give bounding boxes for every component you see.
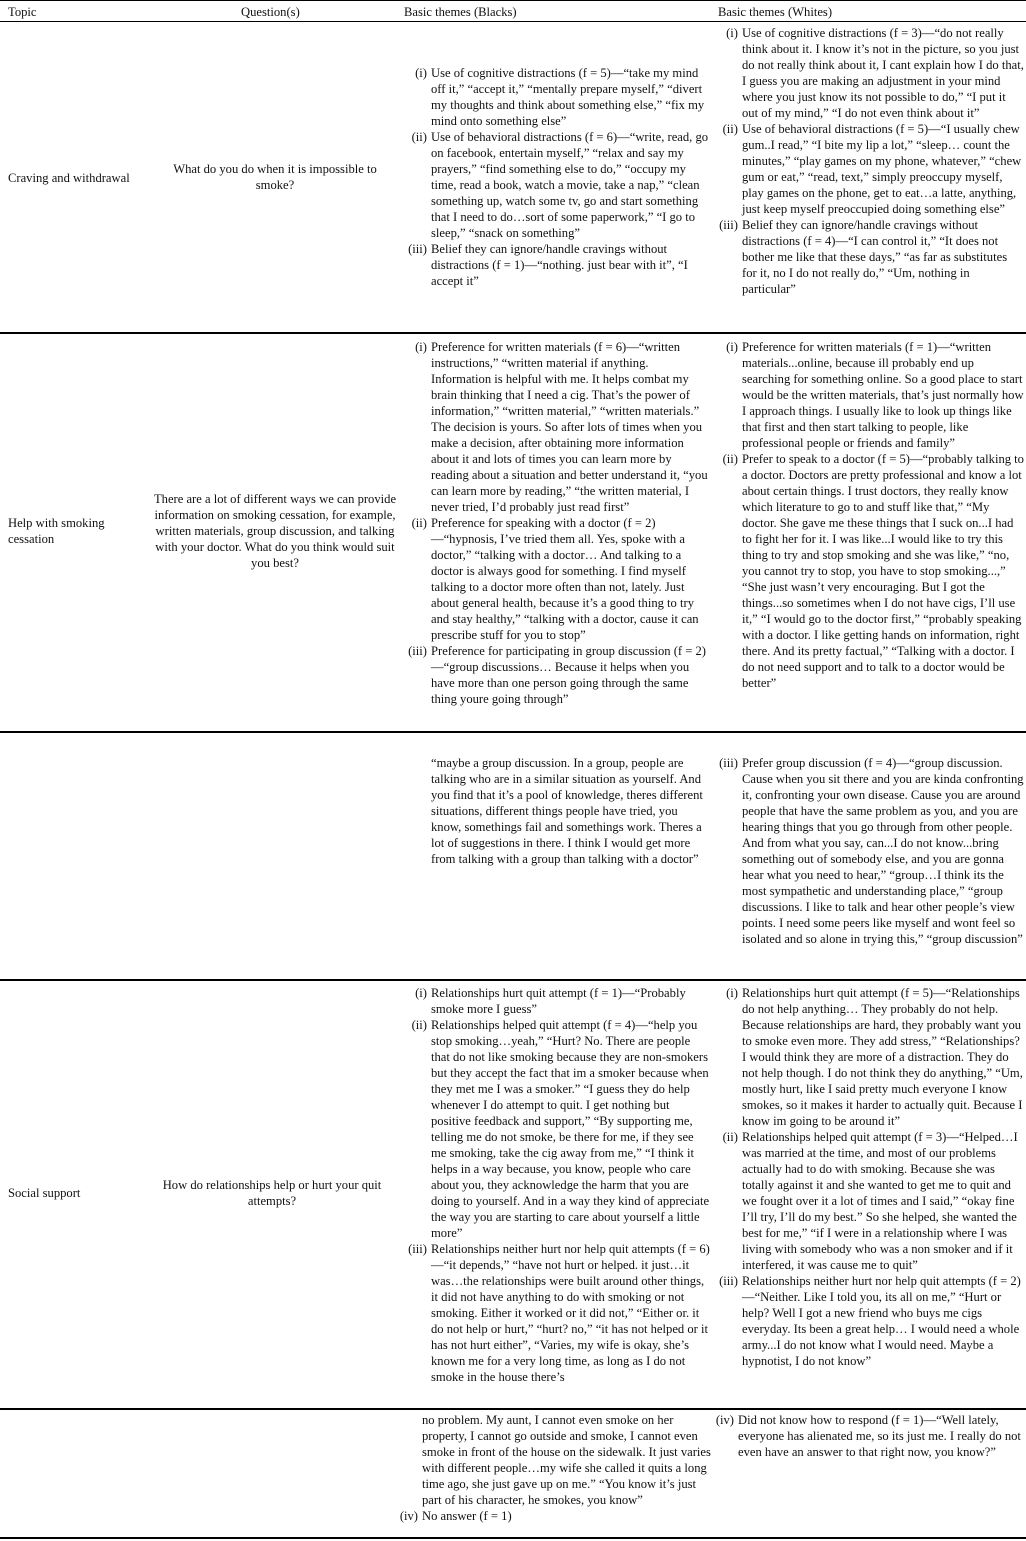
theme-item: (ii) Use of behavioral distractions (f = 6)—“write, read, go on facebook, entertain myself,” “relax and say my prayers,” “find something else to do,” “occupy my time, read a book, watch a movie, take a nap,” “clean something up, watch some tv, go and start something that I need to do…sort of some paperwork,” “I go to sleep,” “snack on something”: [411, 130, 709, 240]
theme-item: (iv) No answer (f = 1): [399, 1509, 512, 1523]
theme-text: no problem. My aunt, I cannot even smoke on her property, I cannot go outside and smoke, I cannot even smoke in front of the house on the sidewalk. It just varies with different people…my wife she called it quits a long time ago, she just gave up on me.” “You know it’s just part of his character, he smokes, you know”: [422, 1413, 711, 1507]
topic-cell: Social support: [8, 1186, 81, 1200]
theme-item: (ii) Prefer to speak to a doctor (f = 5)—“probably talking to a doctor. Doctors are pretty professional and know a lot about certain things. I trust doctors, they really know which literature to go to and stuff like that,” “My doctor. She gave me these things that I suck on...I had to fight her for it. I was like...I would like to try this thing to try and stop smoking and she was like,” “no, you cannot try to stop, you have to stop smoking...,” “She just wasn’t very encouraging. But I got the things...so sometimes when I do not have cigs, I’ll use it,” “I would go to the doctor first,” “probably speaking with a doctor. I like getting hands on information, right there. And its pretty factual,” “Talking with a doctor. I do not need support and to talk to a doctor would be better”: [722, 452, 1024, 690]
row-divider-4: [0, 1408, 1026, 1410]
theme-item: (iii) Belief they can ignore/handle cravings without distractions (f = 1)—“nothing. just bear with it”, “I accept it”: [408, 242, 688, 288]
whites-themes: [710, 1412, 1024, 1460]
theme-item: (ii) Use of behavioral distractions (f = 5)—“I usually chew gum..I read,” “I bite my lip a lot,” “sleep… count the minutes,” “play games on my phone, whatever,” “chew gum or eat,” “read, text,” simply preoccupy myself, play games on the phone, get to eat…a latte, anything, just keep myself preoccupied doing something else”: [722, 122, 1022, 216]
theme-item: (i) Use of cognitive distractions (f = 3)—“do not really think about it. I know it’s not in the picture, so you just do not really think about it, I cant explain how I do that, I guess you are making an adjustment in your mind where you just know its not possible to do,” “I put it out of my mind,” “I do not even think about it”: [726, 26, 1024, 120]
theme-item: (i) Use of cognitive distractions (f = 5)—“take my mind off it,” “accept it,” “mentally prepare myself,” “divert my thoughts and think about something else,” “fix my mind onto something else”: [415, 66, 705, 128]
whites-themes: [714, 755, 1024, 947]
question-cell: What do you do when it is impossible to smoke?: [173, 162, 377, 192]
theme-text: “maybe a group discussion. In a group, people are talking who are in a similar situation as yourself. And you find that it’s a pool of knowledge, theres different situations, different things people have tried, you know, somethings fail and somethings work. Theres a lot of suggestions in there. I think I would get more from talking with a group than talking with a doctor”: [431, 756, 703, 866]
theme-item: (iii) Relationships neither hurt nor help quit attempts (f = 6)—“it depends,” “have not hurt or helped. it just…it was…the relationships were built around other things, it did not have anything to do with smoking or not smoking. Either it worked or it did not,” “Either or. it do not help or hurt,” “hurt? no,” “it has not helped or it has not hurt either”, “Varies, my wife is okay, she’s known me for a very long time, as long as I do not smoke in the house there’s: [408, 1242, 710, 1384]
header-topic: Topic: [8, 5, 37, 19]
top-rule: [0, 0, 1026, 1]
bottom-rule: [0, 1537, 1026, 1539]
theme-item: (iv) Did not know how to respond (f = 1)—“Well lately, everyone has alienated me, so its just me. I really do not even have an answer to that right now, you know?”: [715, 1413, 1021, 1459]
theme-item: (ii) Relationships helped quit attempt (f = 3)—“Helped…I was married at the time, and most of our problems actually had to do with smoking. Because she was totally against it and she wanted to get me to quit and we fought over it a lot of times and I said,” “okay fine I’ll try, I’ll do my best.” So she helped, she wanted the best for me,” “if I were in a relationship where I was living with somebody who was a non smoker and if it interfered, it was cause me to quit”: [722, 1130, 1018, 1272]
row-divider-1: [0, 332, 1026, 334]
blacks-themes: [403, 339, 711, 707]
blacks-continuation: [431, 755, 711, 867]
theme-item: (iii) Belief they can ignore/handle cravings without distractions (f = 4)—“I can control it,” “It does not bother me like that these days,” “as far as substitutes for it, no I do not really do,” “Um, nothing in particular”: [719, 218, 1008, 296]
theme-item: (iii) Prefer group discussion (f = 4)—“group discussion. Cause when you sit there and you are kinda confronting it, confronting your own disease. Cause you are around people that have the same problem as you, and you are hearing things that you go through from other people. And from what you say, can...I do not know...bring something out of somebody else, and you are gonna hear what you need to hear,” “group…I think its the most sympathetic and understanding place,” “group discussions. I like to talk and hear other people’s view points. I need some peers like myself and wont feel so isolated and so alone in trying this,” “group discussion”: [719, 756, 1024, 946]
whites-themes: [714, 339, 1024, 691]
topic-cell: Help with smoking cessation: [8, 516, 105, 546]
theme-item: (i) Relationships hurt quit attempt (f = 1)—“Probably smoke more I guess”: [415, 986, 686, 1016]
whites-themes: [714, 985, 1024, 1369]
header-whites: Basic themes (Whites): [718, 5, 833, 19]
theme-item: (i) Preference for written materials (f = 6)—“written instructions,” “written material if anything. Information is helpful with me. It helps combat my brain thinking that I need a cig. That’s the power of information,” “written material,” “written materials.” The decision is yours. So after lots of times when you make a decision, after obtaining more information about it and lots of times you can learn more by reading about a situation and better understand it, “you can learn more by reading,” “the written material, I never tried, I’d probably just read first”: [415, 340, 708, 514]
question-cell: There are a lot of different ways we can provide information on smoking cessation, for example, written materials, group discussion, and talking with your doctor. What do you think would suit you best?: [153, 492, 397, 570]
header-rule: [0, 21, 1026, 22]
question-cell: How do relationships help or hurt your quit attempts?: [162, 1178, 382, 1208]
theme-item: (iii) Preference for participating in group discussion (f = 2)—“group discussions… Because it helps when you have more than one person going through the same thing youre going through”: [408, 644, 706, 706]
theme-item: (i) Preference for written materials (f = 1)—“written materials...online, because ill probably end up searching for something online. So a good place to start would be the written materials, that’s just normally how I approach things. I usually like to look up things like that first and then start talking to people, like professional people or friends and family”: [726, 340, 1024, 450]
blacks-themes: [403, 65, 711, 289]
theme-item: (ii) Relationships helped quit attempt (f = 4)—“help you stop smoking…yeah,” “Hurt? No. There are people that do not like smoking because they are non-smokers but they accept the fact that im a smoker because when they met me I was a smoker.” “I guess they do help whenever I do attempt to quit. I get nothing but positive feedback and support,” “By supporting me, telling me do not smoke, be there for me, if they see me smoking, take the cig away from me,” “I think it helps in a way because, you know, people who care about you, they acknowledge the harm that you are doing to yourself. And in a way they kind of appreciate the way you are starting to care about yourself a little more”: [411, 1018, 710, 1240]
row-divider-3: [0, 979, 1026, 981]
header-blacks: Basic themes (Blacks): [404, 5, 517, 19]
theme-item: (i) Relationships hurt quit attempt (f = 5)—“Relationships do not help anything… They probably do not help. Because relationships are hard, they probably want you to smoke even more. They add stress,” “Relationships? I would think they are more of a distraction. They do not help though. I do not think they do anything,” “Um, mostly hurt, like I said pretty much everyone I know smokes, so it makes it harder to actually quit. Because I know im going to be around it”: [726, 986, 1023, 1128]
header-question: Question(s): [241, 5, 300, 19]
row-divider-2: [0, 731, 1026, 733]
theme-item: (iii) Relationships neither hurt nor help quit attempts (f = 2)—“Neither. Like I told you, its all on me,” “Hurt or help? Well I got a new friend who buys me cigs everyday. Its been a great help… I would need a whole army...I do not know what I would need. Maybe a hypnotist, I do not know”: [719, 1274, 1021, 1368]
theme-item: (ii) Preference for speaking with a doctor (f = 2)—“hypnosis, I’ve tried them all. Yes, spoke with a doctor,” “talking with a doctor… And talking to a doctor is always good for something. I find myself talking to a doctor more often than not, lately. Just about general health, because it’s a good thing to try and stay healthy,” “talking with a doctor, cause it can prescribe stuff for you to stop”: [411, 516, 699, 642]
blacks-themes: [403, 985, 711, 1385]
whites-themes: [714, 25, 1024, 297]
blacks-continuation: [394, 1412, 711, 1524]
topic-cell: Craving and withdrawal: [8, 171, 130, 185]
